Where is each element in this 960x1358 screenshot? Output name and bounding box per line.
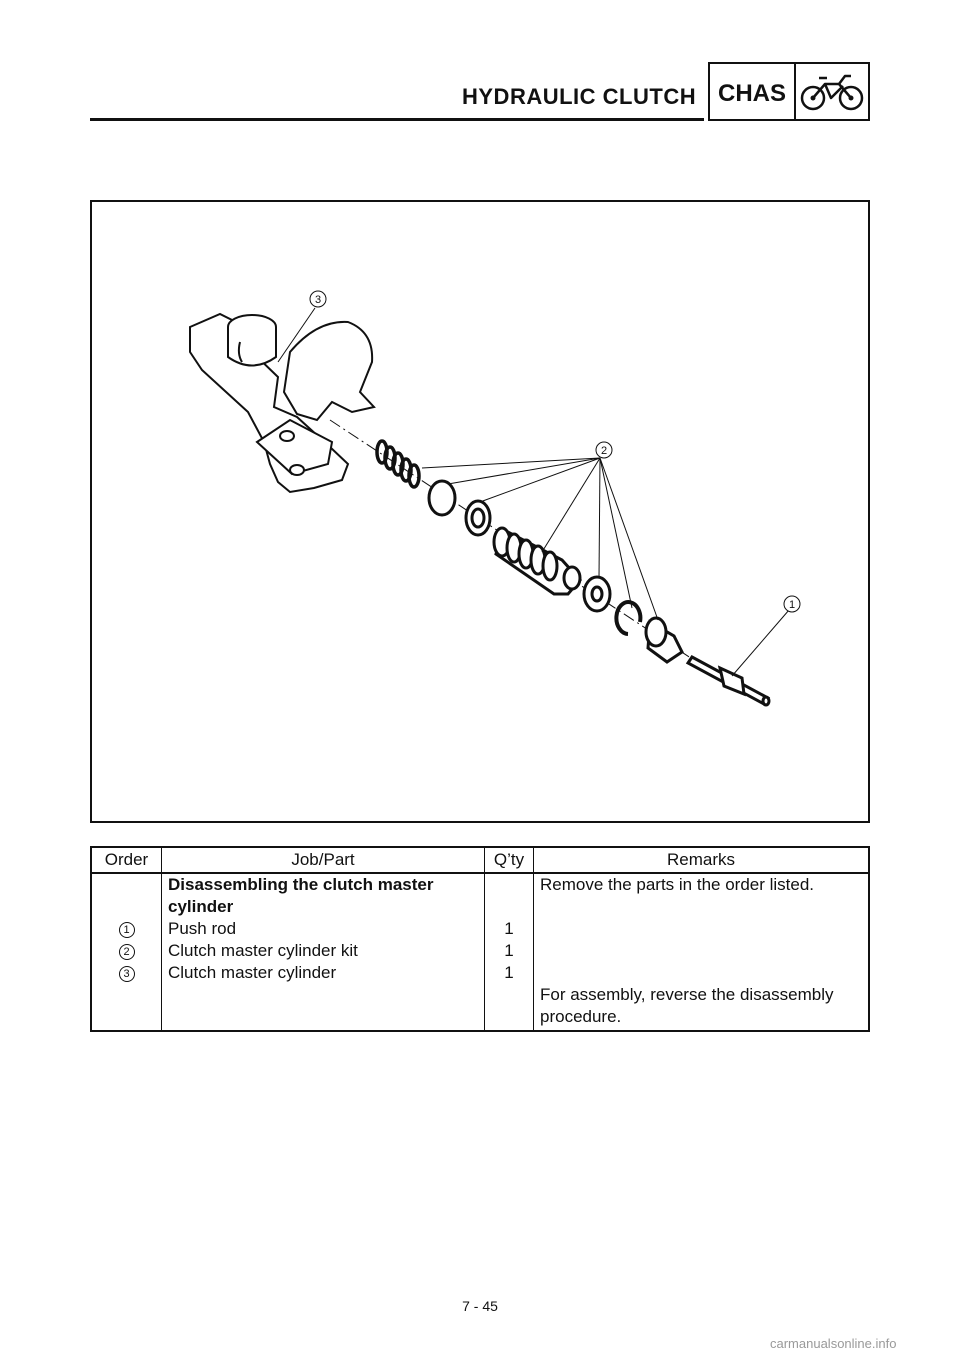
- header-remarks: Remarks: [534, 847, 870, 873]
- dust-boot: [646, 618, 682, 662]
- clutch-master-cylinder-body: [190, 314, 374, 492]
- header-order: Order: [91, 847, 162, 873]
- header-job-part: Job/Part: [162, 847, 485, 873]
- cell-remarks: [534, 940, 870, 962]
- callout-3: 3: [314, 294, 322, 306]
- cell-remarks: For assembly, reverse the disassembly procedure.: [534, 984, 870, 1031]
- cell-order: [91, 873, 162, 918]
- cell-order: [91, 984, 162, 1031]
- cell-job-part: Clutch master cylinder: [162, 962, 485, 984]
- cell-order: [91, 940, 162, 962]
- section-badge: [708, 62, 870, 121]
- circlip: [616, 602, 640, 634]
- callout-1: 1: [788, 599, 796, 611]
- table-row: [91, 962, 869, 984]
- cell-qty: 1: [485, 940, 534, 962]
- exploded-diagram: [90, 200, 870, 823]
- piston-cup: [429, 481, 490, 535]
- section-title: HYDRAULIC CLUTCH: [462, 84, 697, 109]
- cell-qty: [485, 984, 534, 1031]
- page-number: 7 - 45: [462, 1298, 498, 1314]
- section-badge-label: CHAS: [710, 64, 796, 119]
- table-row: [91, 873, 869, 918]
- cell-job-part: Disassembling the clutch master cylinder: [162, 873, 485, 918]
- order-number: 1: [119, 922, 135, 938]
- cell-job-part: Clutch master cylinder kit: [162, 940, 485, 962]
- cell-remarks: Remove the parts in the order listed.: [534, 873, 870, 918]
- cell-job-part: Push rod: [162, 918, 485, 940]
- cell-job-part: [162, 984, 485, 1031]
- header-rule: [90, 118, 704, 121]
- cell-order: [91, 918, 162, 940]
- cell-qty: 1: [485, 918, 534, 940]
- watermark: carmanualsonline.info: [770, 1336, 897, 1351]
- table-row: [91, 918, 869, 940]
- cell-remarks: [534, 918, 870, 940]
- cell-order: [91, 962, 162, 984]
- spring: [377, 441, 419, 487]
- cell-qty: [485, 873, 534, 918]
- order-number: 2: [119, 944, 135, 960]
- washer: [584, 577, 610, 611]
- header-qty: Q’ty: [485, 847, 534, 873]
- cell-remarks: [534, 962, 870, 984]
- table-row: [91, 940, 869, 962]
- cell-qty: 1: [485, 962, 534, 984]
- callout-2: 2: [600, 445, 608, 457]
- push-rod: [688, 657, 769, 705]
- order-number: 3: [119, 966, 135, 982]
- piston: [494, 528, 580, 594]
- parts-table: [90, 846, 870, 1032]
- table-header-row: [91, 847, 869, 873]
- table-row: [91, 984, 869, 1031]
- motorcycle-icon: [796, 64, 868, 119]
